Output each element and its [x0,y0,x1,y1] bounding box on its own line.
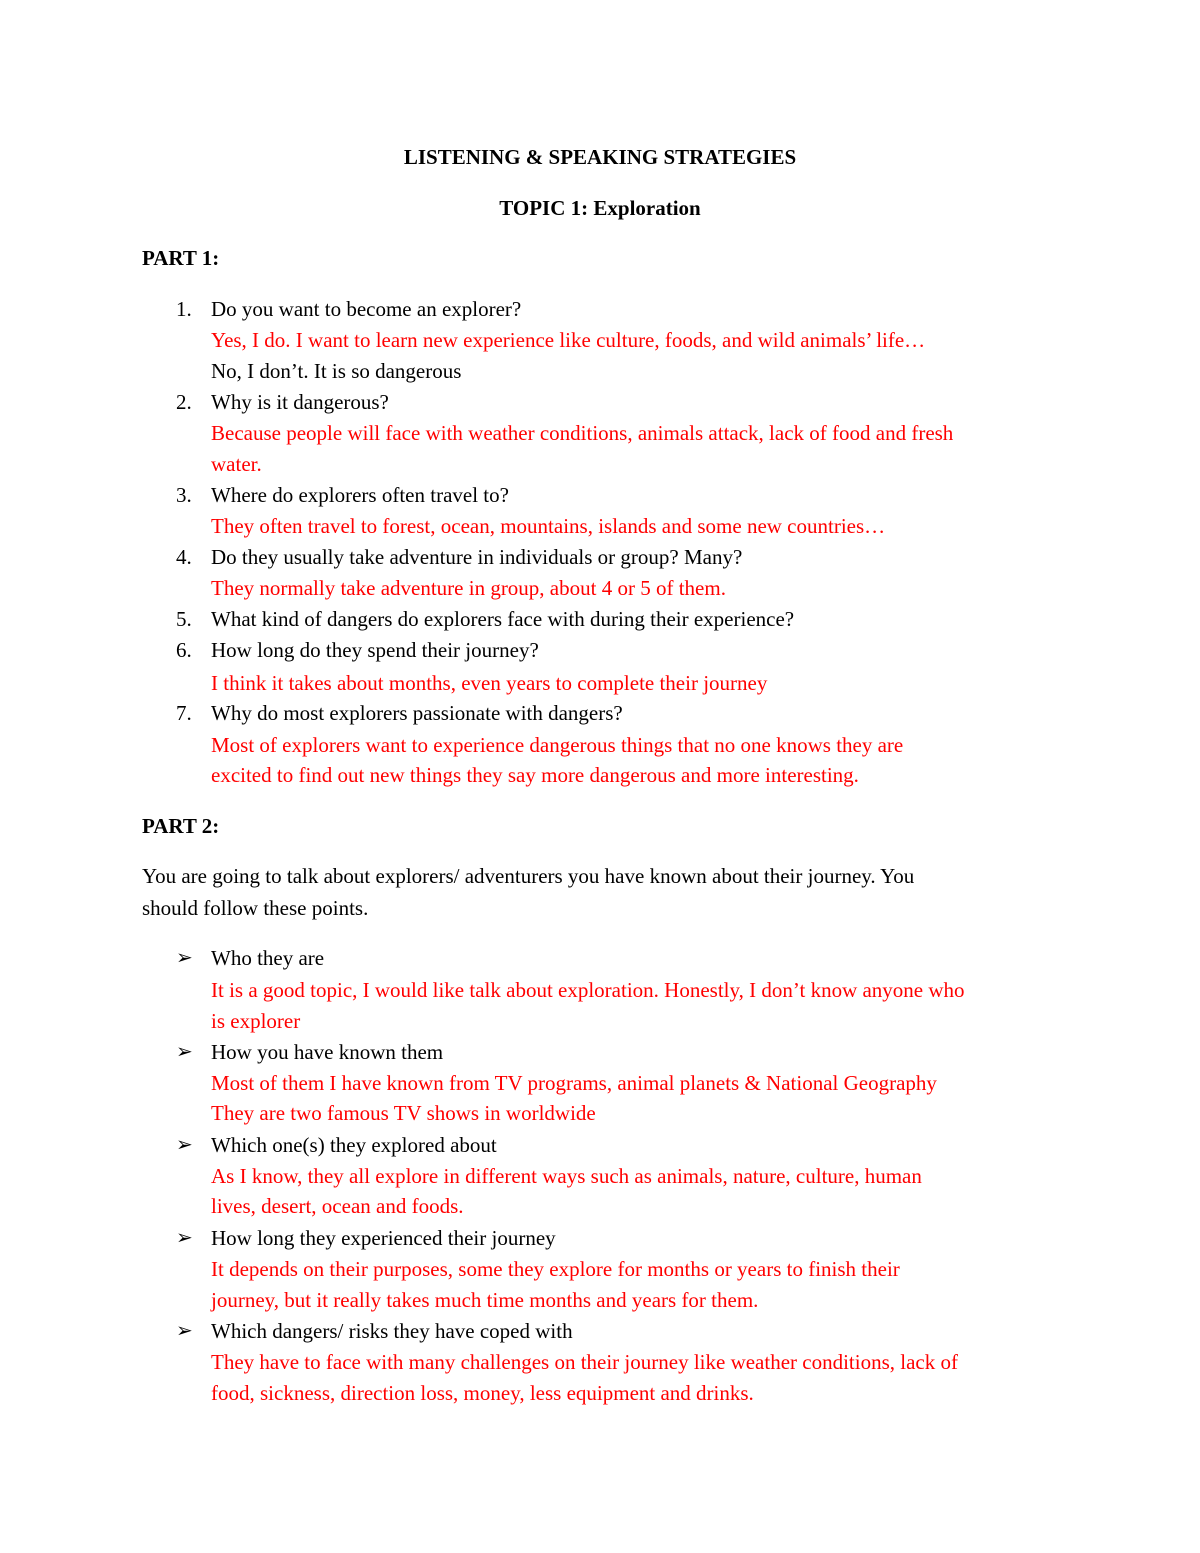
point-1-answer-1: It is a good topic, I would like talk about exploration. Honestly, I don’t know anyone who [211,978,965,1002]
q5-number: 5. [176,607,192,631]
q6-number: 6. [176,638,192,662]
point-3-answer-1: As I know, they all explore in different ways such as animals, nature, culture, human [211,1164,922,1188]
q7-answer-1: Most of explorers want to experience dangerous things that no one knows they are [211,733,904,757]
point-4: How long they experienced their journey [211,1226,556,1250]
q6-question: How long do they spend their journey? [211,638,539,662]
q4-answer-1: They normally take adventure in group, about 4 or 5 of them. [211,576,726,600]
point-1-answer-2: is explorer [211,1009,301,1033]
q2-answer-1: Because people will face with weather conditions, animals attack, lack of food and fresh [211,421,954,445]
q3-number: 3. [176,483,192,507]
q3-question: Where do explorers often travel to? [211,483,509,507]
q3-answer-1: They often travel to forest, ocean, mountains, islands and some new countries… [211,514,886,538]
point-5: Which dangers/ risks they have coped with [211,1319,573,1343]
q1-number: 1. [176,297,192,321]
q2-answer-2: water. [211,452,262,476]
arrow-bullet-icon: ➢ [176,1320,193,1342]
q1-answer-2: No, I don’t. It is so dangerous [211,359,462,383]
q2-number: 2. [176,390,192,414]
q4-number: 4. [176,545,192,569]
part1-heading: PART 1: [142,246,220,270]
point-5-answer-2: food, sickness, direction loss, money, less equipment and drinks. [211,1381,754,1405]
part2-intro-line-2: should follow these points. [142,896,369,920]
q1-question: Do you want to become an explorer? [211,297,522,321]
q4-question: Do they usually take adventure in individuals or group? Many? [211,545,743,569]
q1-answer-1: Yes, I do. I want to learn new experience like culture, foods, and wild animals’ life… [211,328,926,352]
part2-intro-line-1: You are going to talk about explorers/ adventurers you have known about their journey. You [142,864,915,888]
q7-question: Why do most explorers passionate with dangers? [211,701,623,725]
q7-answer-2: excited to find out new things they say more dangerous and more interesting. [211,763,859,787]
q5-question: What kind of dangers do explorers face with during their experience? [211,607,795,631]
point-4-answer-1: It depends on their purposes, some they explore for months or years to finish their [211,1257,900,1281]
point-3: Which one(s) they explored about [211,1133,497,1157]
point-2-answer-2: They are two famous TV shows in worldwide [211,1101,596,1125]
q2-question: Why is it dangerous? [211,390,389,414]
part2-heading: PART 2: [142,814,220,838]
arrow-bullet-icon: ➢ [176,1134,193,1156]
point-5-answer-1: They have to face with many challenges on their journey like weather conditions, lack of [211,1350,958,1374]
q7-number: 7. [176,701,192,725]
arrow-bullet-icon: ➢ [176,1227,193,1249]
document-title: LISTENING & SPEAKING STRATEGIES [403,145,797,169]
point-2: How you have known them [211,1040,444,1064]
arrow-bullet-icon: ➢ [176,1041,193,1063]
topic-heading: TOPIC 1: Exploration [499,196,701,220]
q6-answer-1: I think it takes about months, even years to complete their journey [211,671,768,695]
point-3-answer-2: lives, desert, ocean and foods. [211,1194,464,1218]
point-2-answer-1: Most of them I have known from TV programs, animal planets & National Geography [211,1071,937,1095]
arrow-bullet-icon: ➢ [176,947,193,969]
point-1: Who they are [211,946,325,970]
point-4-answer-2: journey, but it really takes much time months and years for them. [211,1288,759,1312]
